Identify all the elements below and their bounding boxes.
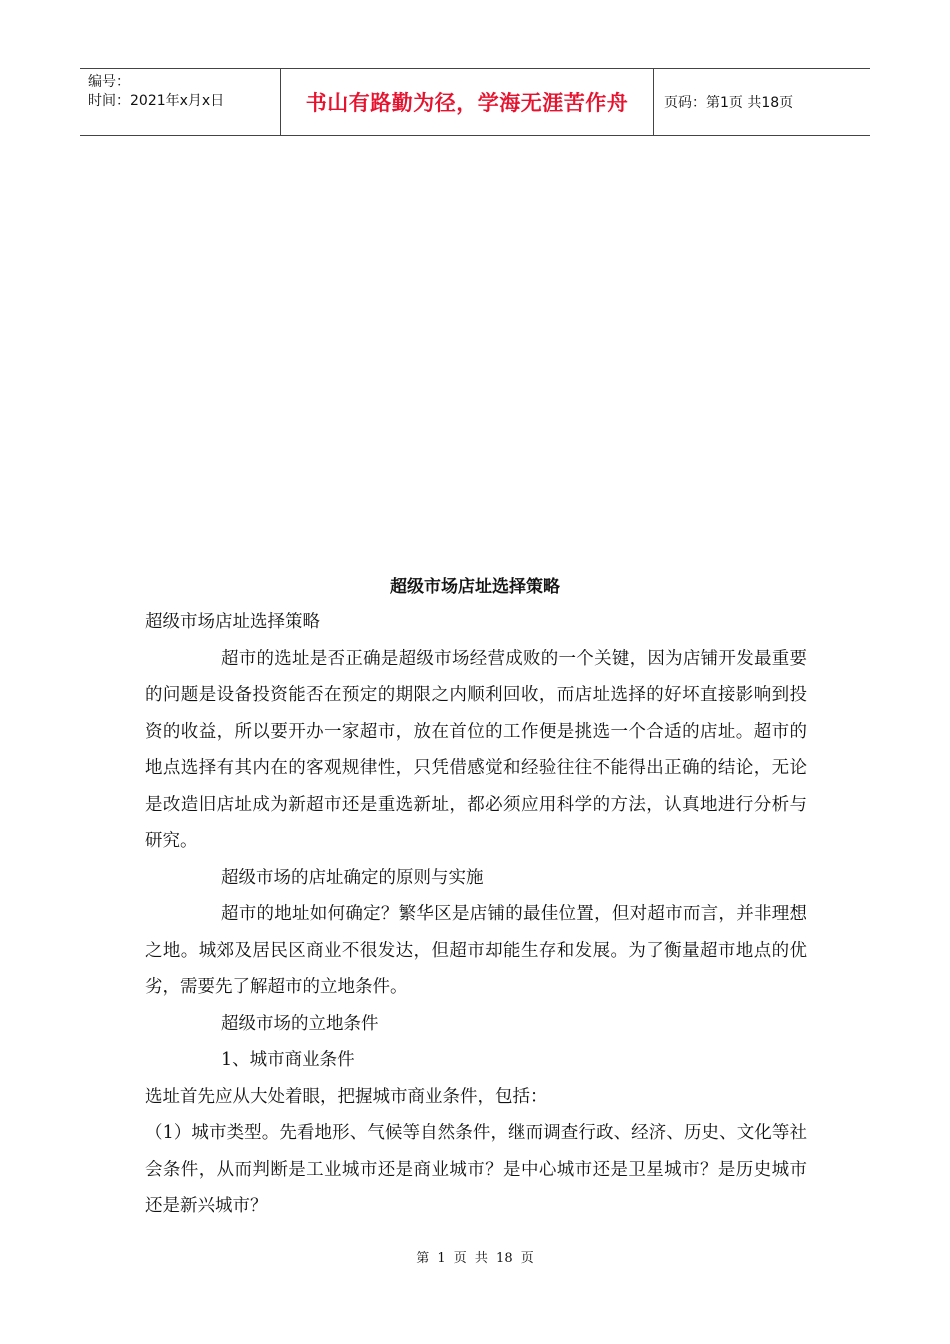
subtitle-paragraph: 超级市场店址选择策略	[145, 612, 320, 632]
body-paragraph: 选址首先应从大处着眼，把握城市商业条件，包括：	[145, 1086, 548, 1107]
time-label: 时间：2021年x月x日	[88, 93, 225, 109]
serial-label: 编号：	[88, 74, 130, 90]
header-table	[80, 68, 870, 136]
motto-text: 书山有路勤为径，学海无涯苦作舟	[305, 91, 629, 115]
page-footer: 第 1 页 共 18 页	[416, 1251, 534, 1266]
section-heading: 超级市场的店址确定的原则与实施	[221, 867, 484, 888]
list-item-paragraph: （1）城市类型。先看地形、气候等自然条件，继而调查行政、经济、历史、文化等社会条件，从而判断是工业城市还是商业城市？是中心城市还是卫星城市？是历史城市还是新兴城市？	[145, 1123, 807, 1216]
subsection-heading: 1、城市商业条件	[221, 1050, 355, 1070]
section-heading: 超级市场的立地条件	[221, 1013, 379, 1034]
header-motto-cell	[281, 69, 654, 135]
header-meta-cell	[80, 69, 281, 135]
document-title: 超级市场店址选择策略	[390, 577, 560, 597]
document-body	[145, 604, 807, 1225]
header-page-cell	[654, 69, 870, 135]
page-info: 页码：第1页 共18页	[664, 95, 794, 111]
body-paragraph: 超市的选址是否正确是超级市场经营成败的一个关键，因为店铺开发最重要的问题是设备投资能否在预定的期限之内顺利回收，而店址选择的好坏直接影响到投资的收益，所以要开办一家超市，放在首位的工作便是挑选一个合适的店址。超市的地点选择有其内在的客观规律性，只凭借感觉和经验往往不能得出正确的结论，无论是改造旧店址成为新超市还是重选新址，都必须应用科学的方法，认真地进行分析与研究。	[145, 648, 807, 851]
body-paragraph: 超市的地址如何确定？繁华区是店铺的最佳位置，但对超市而言，并非理想之地。城郊及居民区商业不很发达，但超市却能生存和发展。为了衡量超市地点的优劣，需要先了解超市的立地条件。	[145, 904, 807, 997]
